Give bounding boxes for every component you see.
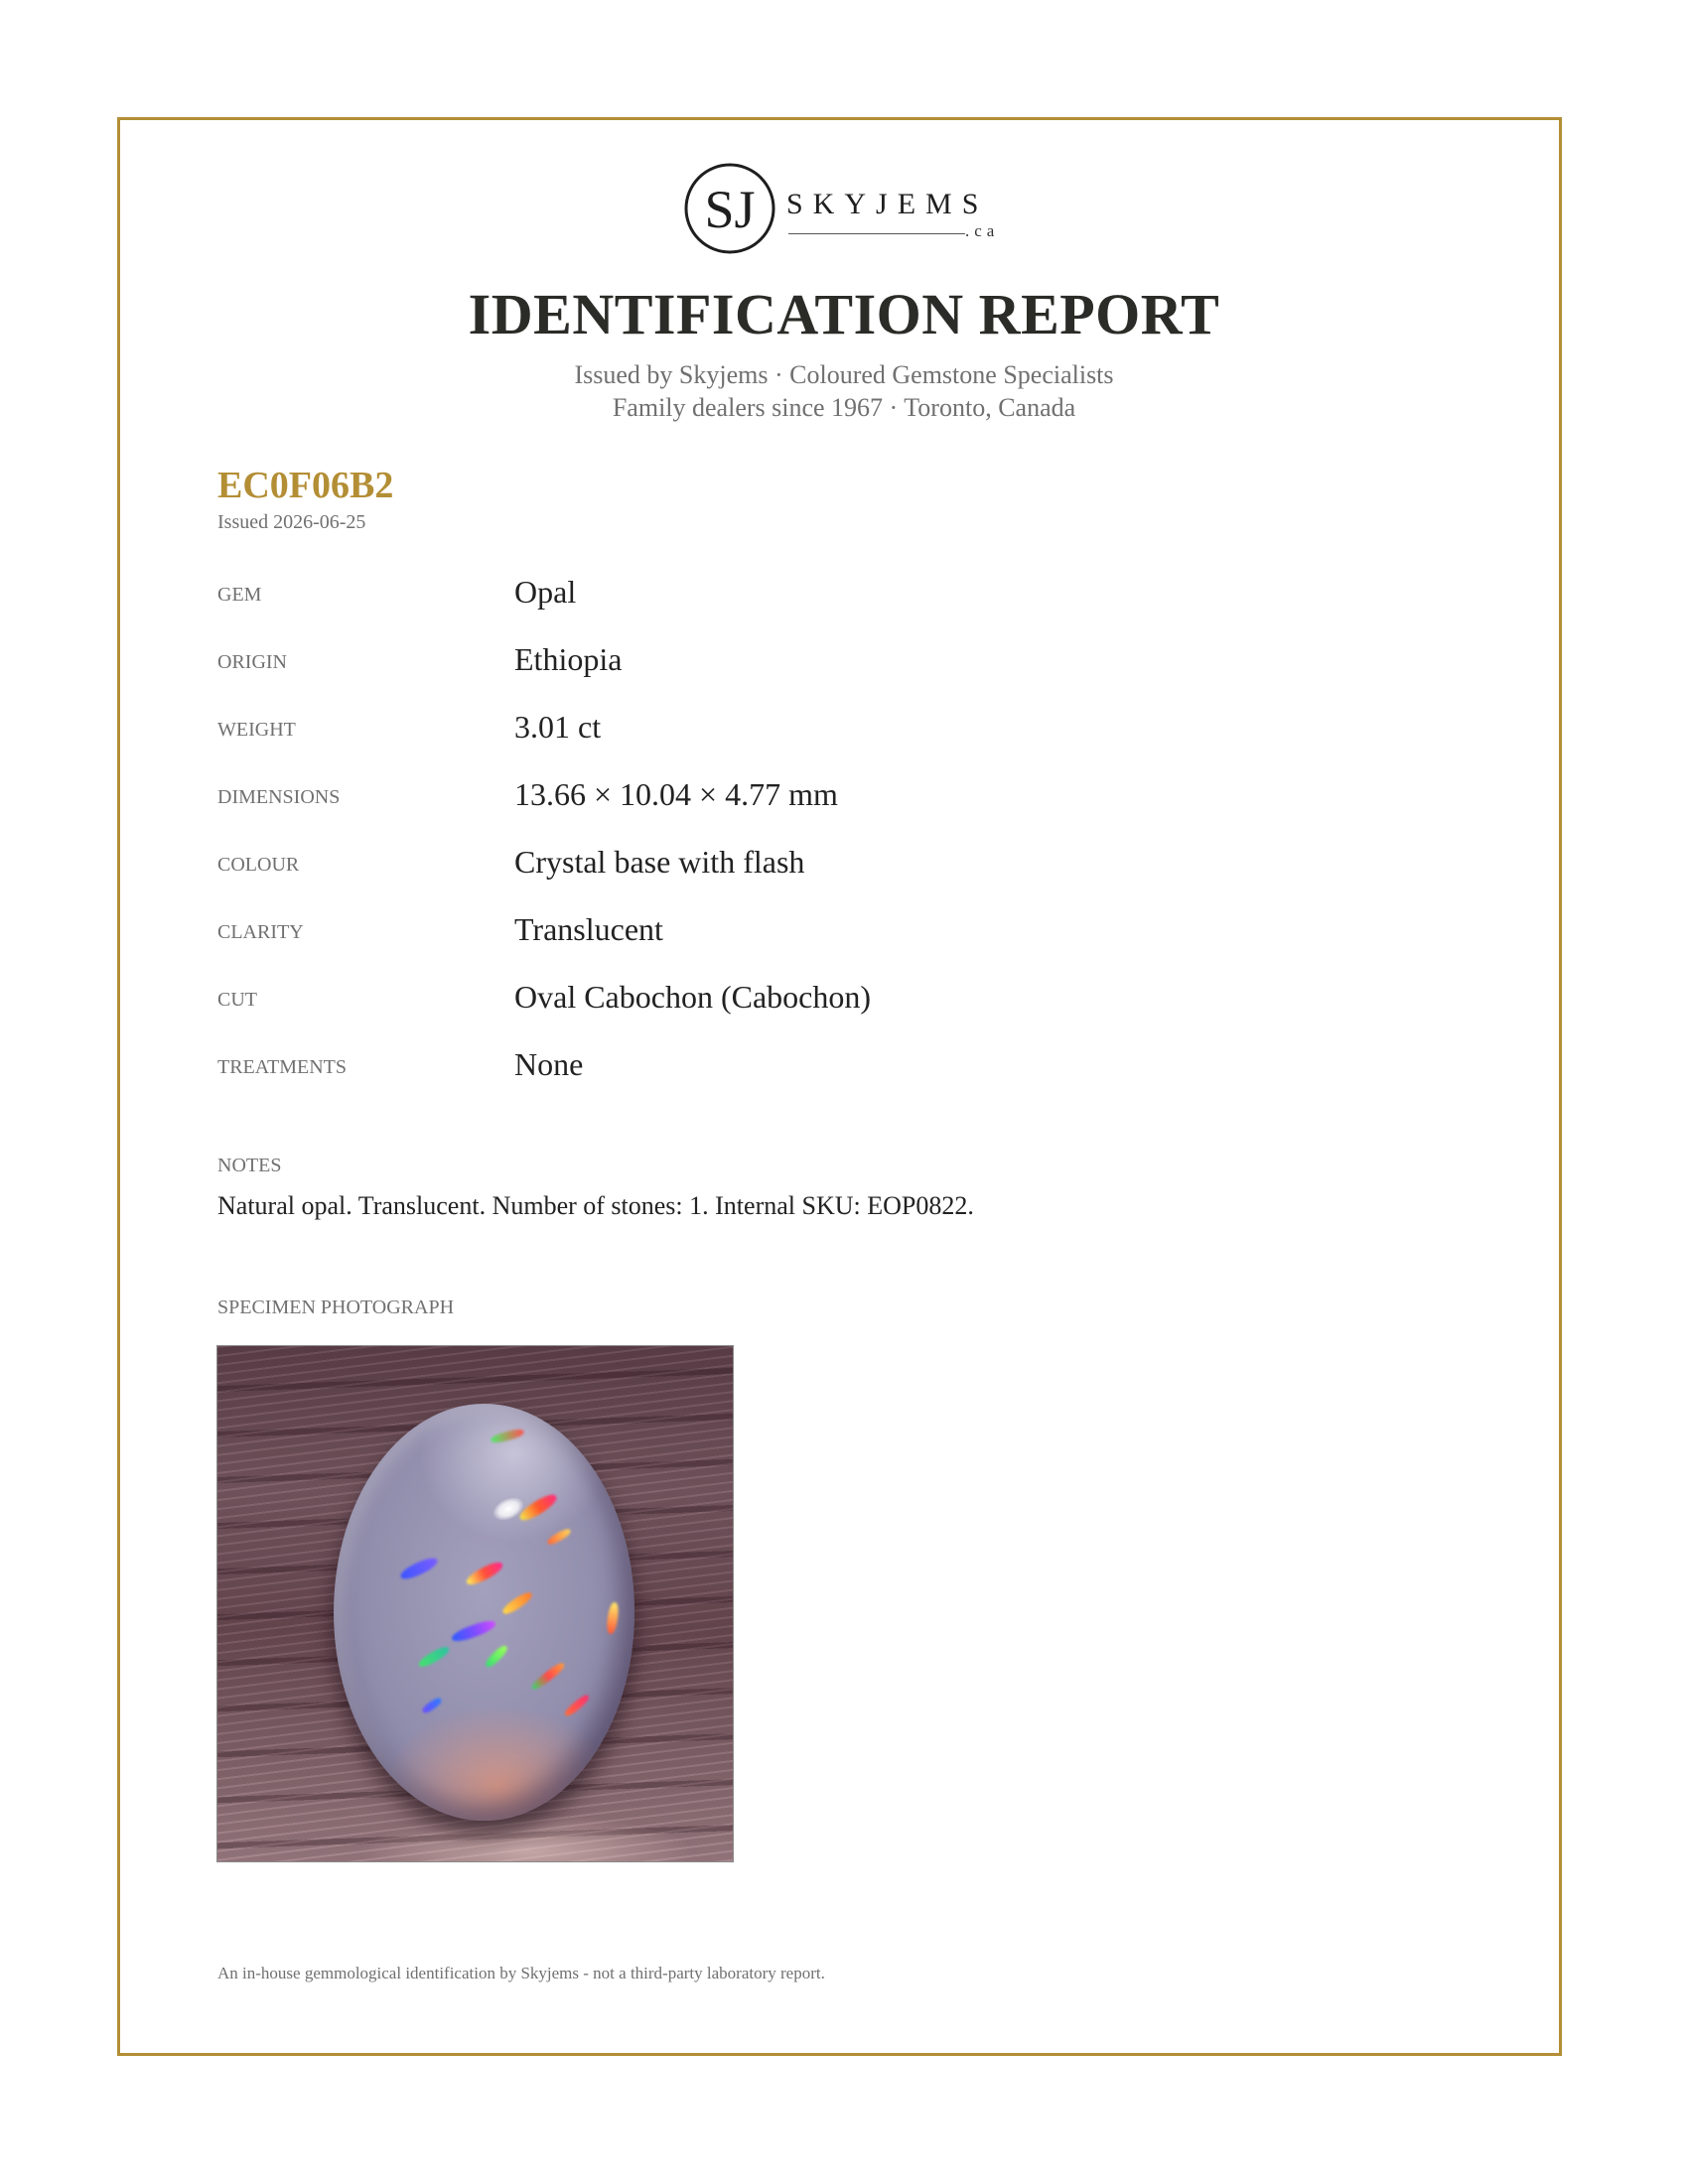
play-of-color-flash: [465, 1559, 505, 1587]
heritage-line: Family dealers since 1967 · Toronto, Canada: [612, 393, 1076, 422]
field-label-clarity: CLARITY: [217, 921, 304, 943]
play-of-color-flash: [529, 1661, 566, 1693]
play-of-color-flash: [517, 1491, 560, 1524]
field-label-colour: COLOUR: [217, 854, 300, 876]
svg-text:SJ: SJ: [704, 180, 756, 239]
sj-monogram-icon: [683, 162, 776, 255]
report-title: IDENTIFICATION REPORT: [468, 282, 1220, 346]
photo-label: SPECIMEN PHOTOGRAPH: [217, 1297, 455, 1318]
report-id: EC0F06B2: [217, 465, 394, 506]
field-label-gem: GEM: [217, 584, 262, 606]
field-label-dimensions: DIMENSIONS: [217, 786, 341, 808]
play-of-color-flash: [563, 1693, 591, 1717]
play-of-color-flash: [546, 1527, 573, 1547]
field-value-treatments: None: [514, 1046, 584, 1082]
play-of-color-flash: [398, 1555, 439, 1582]
notes-text: Natural opal. Translucent. Number of stones: 1. Internal SKU: EOP0822.: [217, 1191, 974, 1220]
field-value-dimensions: 13.66 × 10.04 × 4.77 mm: [514, 776, 838, 812]
play-of-color-flash: [500, 1589, 534, 1616]
field-value-cut: Oval Cabochon (Cabochon): [514, 979, 872, 1015]
field-value-clarity: Translucent: [514, 911, 663, 947]
field-label-cut: CUT: [217, 989, 257, 1011]
play-of-color-flash: [484, 1643, 509, 1669]
field-label-treatments: TREATMENTS: [217, 1056, 347, 1078]
skyjems-logo: [683, 162, 1011, 261]
field-value-colour: Crystal base with flash: [514, 844, 805, 880]
footer-disclaimer: An in-house gemmological identification by Skyjems - not a third-party laboratory report.: [217, 1964, 825, 1982]
field-value-weight: 3.01 ct: [514, 709, 602, 745]
notes-label: NOTES: [217, 1155, 282, 1176]
specimen-photograph: [217, 1346, 733, 1861]
play-of-color-flash: [417, 1644, 451, 1670]
field-label-weight: WEIGHT: [217, 719, 296, 741]
play-of-color-flash: [450, 1617, 496, 1644]
logo-rule: [788, 233, 965, 234]
play-of-color-flash: [606, 1601, 620, 1634]
field-label-origin: ORIGIN: [217, 651, 287, 673]
field-value-origin: Ethiopia: [514, 641, 623, 677]
logo-domain-suffix: .ca: [965, 221, 1000, 240]
play-of-color-flash: [490, 1428, 524, 1444]
opal-stone: [334, 1404, 634, 1821]
field-value-gem: Opal: [514, 574, 577, 610]
issue-date: Issued 2026-06-25: [217, 511, 366, 533]
logo-wordmark: SKYJEMS: [786, 188, 989, 220]
issuer-line: Issued by Skyjems · Coloured Gemstone Specialists: [574, 360, 1114, 389]
play-of-color-flash: [421, 1696, 444, 1714]
